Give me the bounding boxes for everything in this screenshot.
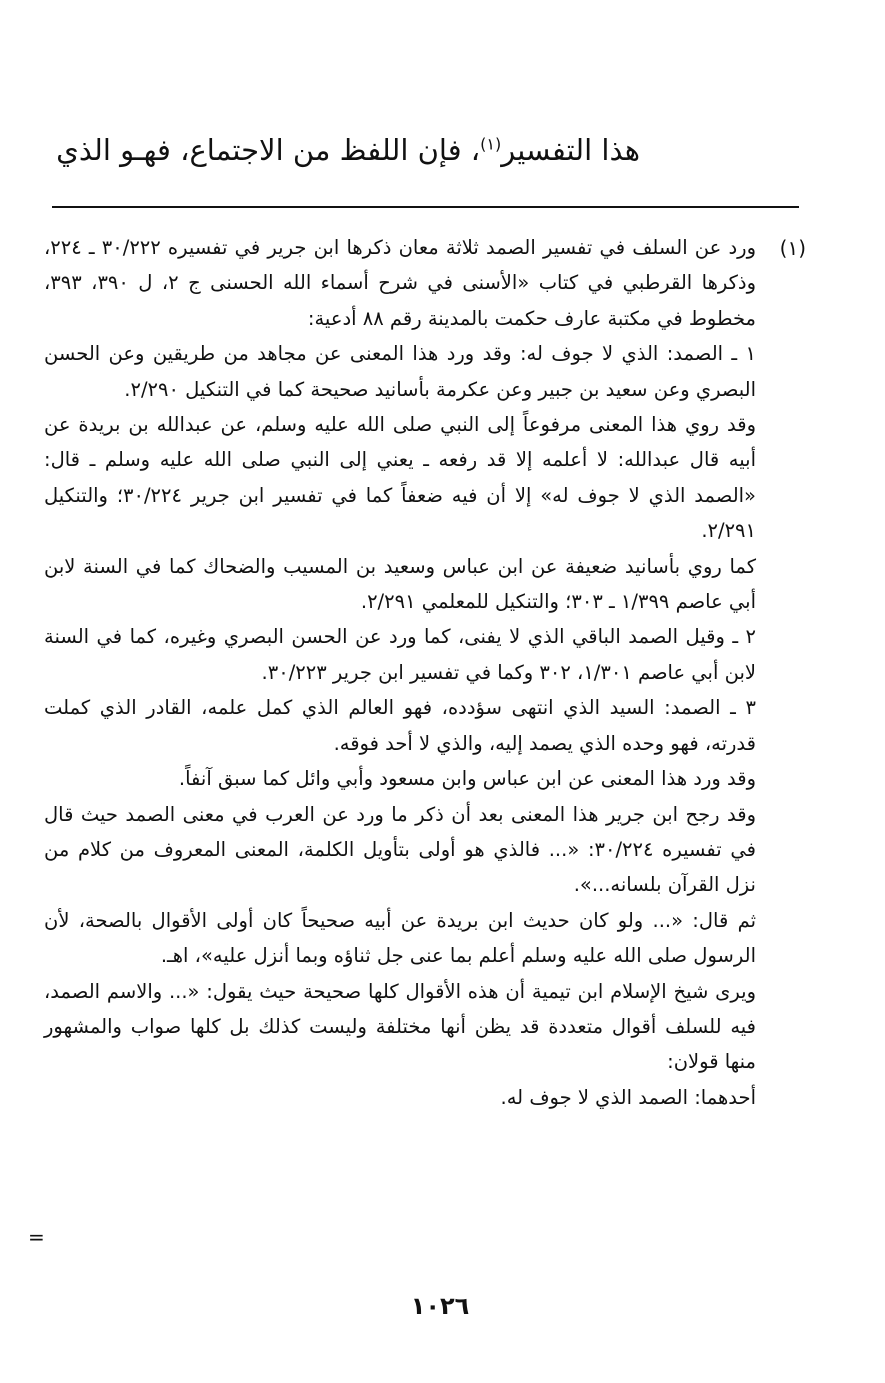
footnote-paragraph-meaning-2: ٢ ـ وقيل الصمد الباقي الذي لا يفنى، كما ورد عن الحسن البصري وغيره، كما في السنة لابن أبي عاصم ١/٣٠١، ٣٠٢ وكما في تفسير ابن جرير ٣٠/٢٢٣.: [44, 625, 756, 684]
main-text-line: [40, 126, 640, 174]
footnote-paragraph-weak-chains: كما روي بأسانيد ضعيفة عن ابن عباس وسعيد بن المسيب والضحاك كما في السنة لابن أبي عاصم ١/٣٩٩ ـ ٣٠٣؛ والتنكيل للمعلمي ٢/٢٩١.: [44, 554, 756, 614]
continuation-mark: =: [28, 1225, 45, 1249]
footnote-paragraph-first-saying: أحدهما: الصمد الذي لا جوف له.: [500, 1085, 756, 1109]
page-number: ١٠٢٦: [410, 1292, 470, 1320]
footnote-paragraph-intro: ورد عن السلف في تفسير الصمد ثلاثة معان ذكرها ابن جرير في تفسيره ٣٠/٢٢٢ ـ ٢٢٤، وذكرها القرطبي في كتاب «الأسنى في شرح أسماء الله الحسنى ج ٢، ل ٣٩٠، ٣٩٣، مخطوط في مكتبة عارف حكمت بالمدينة رقم ٨٨ أدعية:: [44, 236, 757, 330]
footnote-paragraph-narrators: وقد ورد هذا المعنى عن ابن عباس وابن مسعود وأبي وائل كما سبق آنفاً.: [178, 767, 756, 791]
footnote-paragraph-marfu: وقد روي هذا المعنى مرفوعاً إلى النبي صلى الله عليه وسلم، عن عبدالله بن بريدة عن أبيه قال عبدالله: لا أعلمه إلا قد رفعه ـ يعني إلى النبي صلى الله عليه وسلم ـ قال: «الصمد الذي لا جوف له» إلا أن فيه ضعفاً كما في تفسير ابن جرير ٣٠/٢٢٤؛ والتنكيل ٢/٢٩١.: [44, 413, 756, 543]
footnote-reference: (١): [480, 134, 502, 154]
footnote-paragraph-ibn-taymiyyah: ويرى شيخ الإسلام ابن تيمية أن هذه الأقوال كلها صحيحة حيث يقول: «... والاسم الصمد، فيه للسلف أقوال متعددة قد يظن أنها مختلفة وليست كذلك بل كلها صواب والمشهور منها قولان:: [44, 979, 756, 1074]
footnote-paragraph-meaning-1: ١ ـ الصمد: الذي لا جوف له: وقد ورد هذا المعنى عن مجاهد من طريقين وعن الحسن البصري وعن سعيد بن جبير وعن عكرمة بأسانيد صحيحة كما في التنكيل ٢/٢٩٠.: [44, 342, 756, 401]
main-text-before-ref: هذا التفسير: [501, 133, 640, 167]
footnote-body: [44, 230, 756, 1115]
footnote-separator-rule: [52, 206, 799, 208]
footnote-number: (١): [779, 236, 806, 260]
footnote-paragraph-then-said: ثم قال: «... ولو كان حديث ابن بريدة عن أبيه صحيحاً كان أولى الأقوال بالصحة، لأن الرسول صلى الله عليه وسلم أعلم بما عنى جل ثناؤه وبما أنزل عليه»، اهـ.: [44, 908, 756, 968]
main-text-after-ref: ، فإن اللفظ من الاجتماع، فهـو الذي: [56, 133, 481, 167]
footnote-paragraph-meaning-3: ٣ ـ الصمد: السيد الذي انتهى سؤدده، فهو العالم الذي كمل علمه، القادر الذي كملت قدرته، فهو وحده الذي يصمد إليه، والذي لا أحد فوقه.: [44, 696, 756, 755]
footnote-paragraph-ibn-jarir: وقد رجح ابن جرير هذا المعنى بعد أن ذكر ما ورد عن العرب في معنى الصمد حيث قال في تفسيره ٣٠/٢٢٤: «... فالذي هو أولى بتأويل الكلمة، المعنى المعروف من كلام من نزل القرآن بلسانه...».: [44, 802, 756, 897]
